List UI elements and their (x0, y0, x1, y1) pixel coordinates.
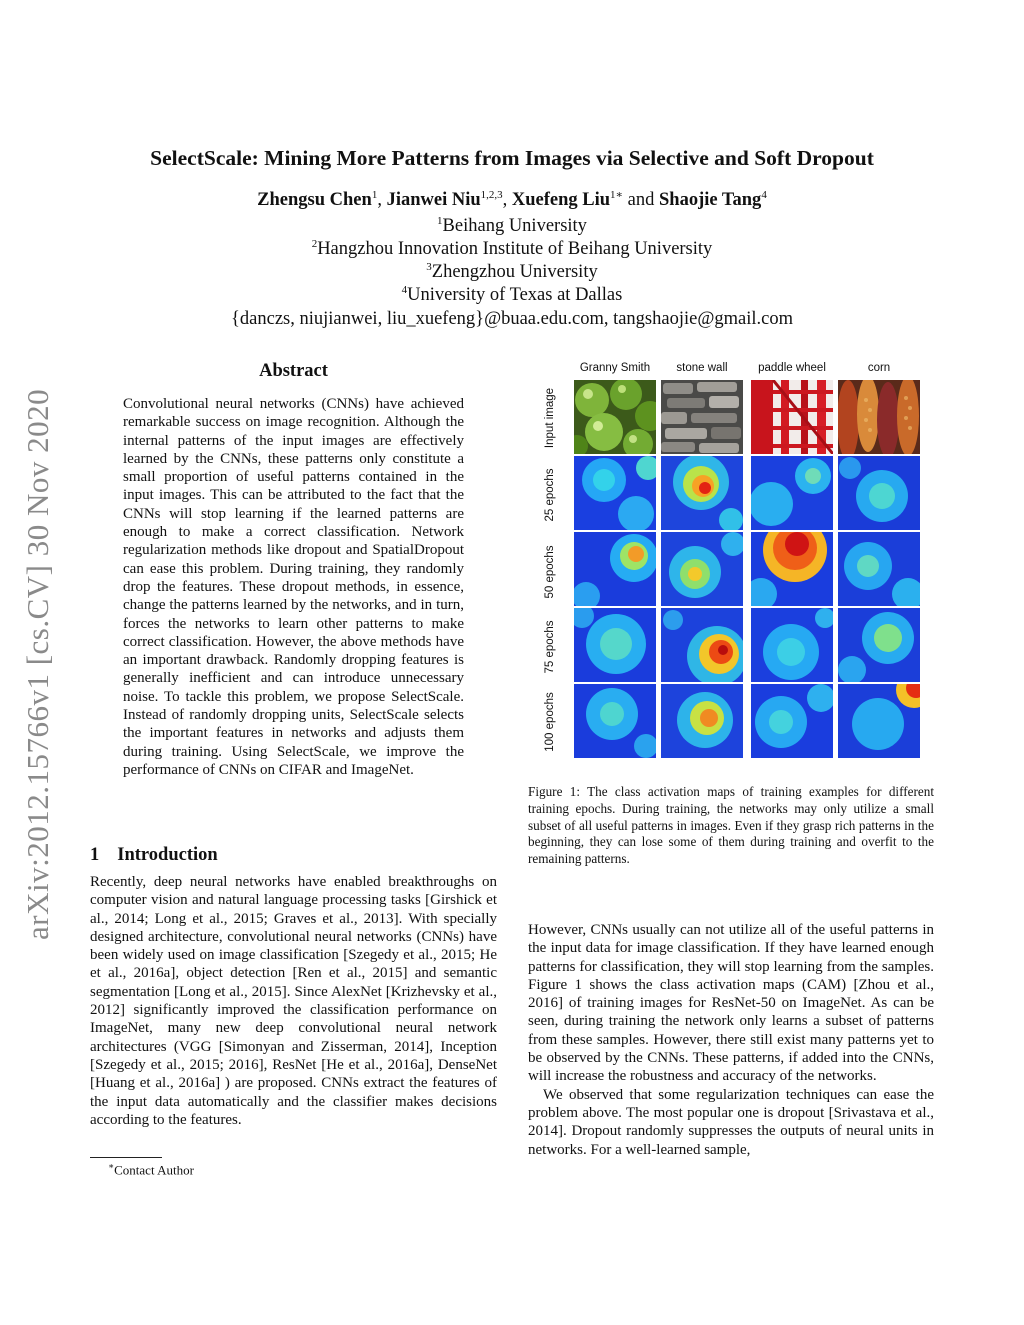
figure-column-label: corn (867, 362, 891, 374)
affiliation-sup: 1 (437, 215, 443, 227)
author-separator: , (377, 190, 382, 211)
activation-map-corn-75 (838, 608, 920, 682)
activation-map-paddle-wheel-75 (751, 608, 833, 682)
affiliation (60, 215, 964, 237)
activation-map-stone-wall-100 (661, 684, 743, 758)
author-line (60, 188, 964, 211)
activation-map-paddle-wheel-50 (751, 532, 833, 606)
author-name: Zhengsu Chen (257, 190, 372, 211)
affiliation-name: Beihang University (442, 216, 587, 237)
author-name: Xuefeng Liu (511, 190, 611, 211)
email-addresses: {danczs, niujianwei, liu_xuefeng}@buaa.edu.com, tangshaojie@gmail.com (231, 309, 793, 329)
figure-column-label: paddle wheel (758, 362, 826, 374)
author-sup: 4 (761, 189, 767, 201)
author-name: Shaojie Tang (659, 190, 762, 211)
figure-column-label: stone wall (676, 362, 728, 374)
activation-map-granny-smith-50 (574, 532, 656, 606)
footnote-text: Contact Author (114, 1162, 194, 1178)
input-image-stone-wall (661, 380, 743, 454)
arxiv-identifier: arXiv:2012.15766v1 [cs.CV] 30 Nov 2020 (20, 388, 55, 940)
figure-row-label: 25 epochs (544, 468, 556, 522)
activation-map-paddle-wheel-25 (751, 456, 833, 530)
affiliation-name: Hangzhou Innovation Institute of Beihang University (317, 239, 713, 260)
paragraph: However, CNNs usually can not utilize all of the useful patterns in the input data for image classification. If they have learned enough patterns for classification, they will stop learning from the samples. Figure 1 shows the class activation maps (CAM) [Zhou et al., 2016] of training images for ResNet-50 on ImageNet. As can be seen, during training the network only learns a subset of patterns from these samples. However, there still exist many patterns yet to be observed by the CNNs. These patterns, if added into the CNNs, will increase the robustness and accuracy of the networks. (528, 922, 934, 1085)
affiliation-name: University of Texas at Dallas (407, 285, 623, 306)
author-separator: , (502, 190, 508, 211)
section-title: Introduction (117, 845, 218, 865)
activation-map-granny-smith-25 (574, 456, 656, 530)
body-text-right-column (528, 921, 934, 1159)
introduction-text: Recently, deep neural networks have enabled breakthroughs on computer vision and natural language processing tasks [Girshick et al., 2014; Long et al., 2015; Graves et al., 2013]. With specially designed architecture, convolutional neural networks (CNNs) have been widely used on image classification [Szegedy et al., 2015; He et al., 2016a], object detection [Ren et al., 2015] and semantic segmentation [Long et al., 2015]. Since AlexNet [Krizhevsky et al., 2012] significantly improved the classification performance on ImageNet, many new deep convolutional neural network architectures (VGG [Simonyan and Zisserman, 2014], Inception [Szegedy et al., 2015; 2016], ResNet [He et al., 2016a], DenseNet [Huang et al., 2016a] ) are proposed. CNNs extract the features of the input data automatically and the classifier makes decisions according to the features. (90, 874, 497, 1128)
activation-map-stone-wall-25 (661, 456, 743, 530)
affiliation-name: Zhengzhou University (431, 262, 598, 283)
activation-map-granny-smith-100 (574, 684, 656, 758)
abstract-text: Convolutional neural networks (CNNs) have achieved remarkable success on image recognition. Although the internal patterns of the input images are effectively learned by the CNNs, these patterns only constitute a small proportion of useful patterns contained in the input images. This can be attributed to the fact that the CNNs will stop learning if the learned patterns are enough to make a correct classification. Network regularization methods like dropout and SpatialDropout can ease this problem. During training, they randomly drop the features. These dropout methods, in essence, change the patterns learned by the networks, and in turn, forces the networks to learn other patterns to make correct classification. However, the above methods have an important drawback. Randomly dropping features is generally inefficient and can introduce unnecessary noise. To tackle this problem, we propose SelectScale. Instead of randomly dropping units, SelectScale selects the important features in networks and adjusts them during training. Using SelectScale, we improve the performance of CNNs on CIFAR and ImageNet. (123, 396, 464, 778)
footnote (108, 1161, 194, 1178)
input-image-corn (838, 380, 920, 454)
footnote-divider (90, 1157, 162, 1158)
activation-map-corn-100 (838, 684, 920, 758)
abstract-heading: Abstract (259, 361, 328, 381)
activation-map-stone-wall-75 (661, 608, 743, 682)
section-number: 1 (90, 845, 100, 865)
figure-caption: Figure 1: The class activation maps of training examples for different training epochs. During training, the networks may only utilize a small subset of all useful patterns in images. Even if they grasp rich patterns in the beginning, they can lose some of them during training and overfit to the remaining patterns. (528, 784, 934, 867)
affiliation (60, 284, 964, 306)
figure-row-label: 50 epochs (544, 545, 556, 599)
author-sup: 1,2,3 (480, 189, 503, 201)
section-heading-introduction (90, 845, 218, 866)
activation-map-corn-50 (838, 532, 920, 606)
input-image-granny-smith (574, 380, 656, 454)
figure-row-label: 100 epochs (544, 692, 556, 752)
author-sup: 1∗ (610, 189, 624, 201)
author-name: Jianwei Niu (386, 190, 481, 211)
affiliation-sup: 2 (311, 238, 318, 250)
figure-row-label: 75 epochs (544, 620, 556, 674)
figure-row-label: Input image (544, 387, 556, 449)
activation-map-corn-25 (838, 456, 920, 530)
affiliation-sup: 3 (426, 261, 432, 273)
activation-map-granny-smith-75 (574, 608, 656, 682)
affiliation-sup: 4 (401, 284, 408, 296)
author-sup: 1 (371, 189, 378, 201)
paragraph: We observed that some regularization techniques can ease the problem above. The most popular one is dropout [Srivastava et al., 2014]. Dropout randomly suppresses the outputs of neural units in networks. For a well-learned sample, (528, 1086, 934, 1158)
paper-title: SelectScale: Mining More Patterns from Images via Selective and Soft Dropout (150, 146, 874, 170)
author-and: and (627, 190, 655, 211)
footnote-mark: ∗ (108, 1161, 115, 1171)
input-image-paddle-wheel (751, 380, 833, 454)
figure-column-label: Granny Smith (579, 362, 651, 374)
affiliation (60, 238, 964, 260)
activation-map-stone-wall-50 (661, 532, 743, 606)
activation-map-paddle-wheel-100 (751, 684, 833, 758)
affiliation (60, 261, 964, 283)
